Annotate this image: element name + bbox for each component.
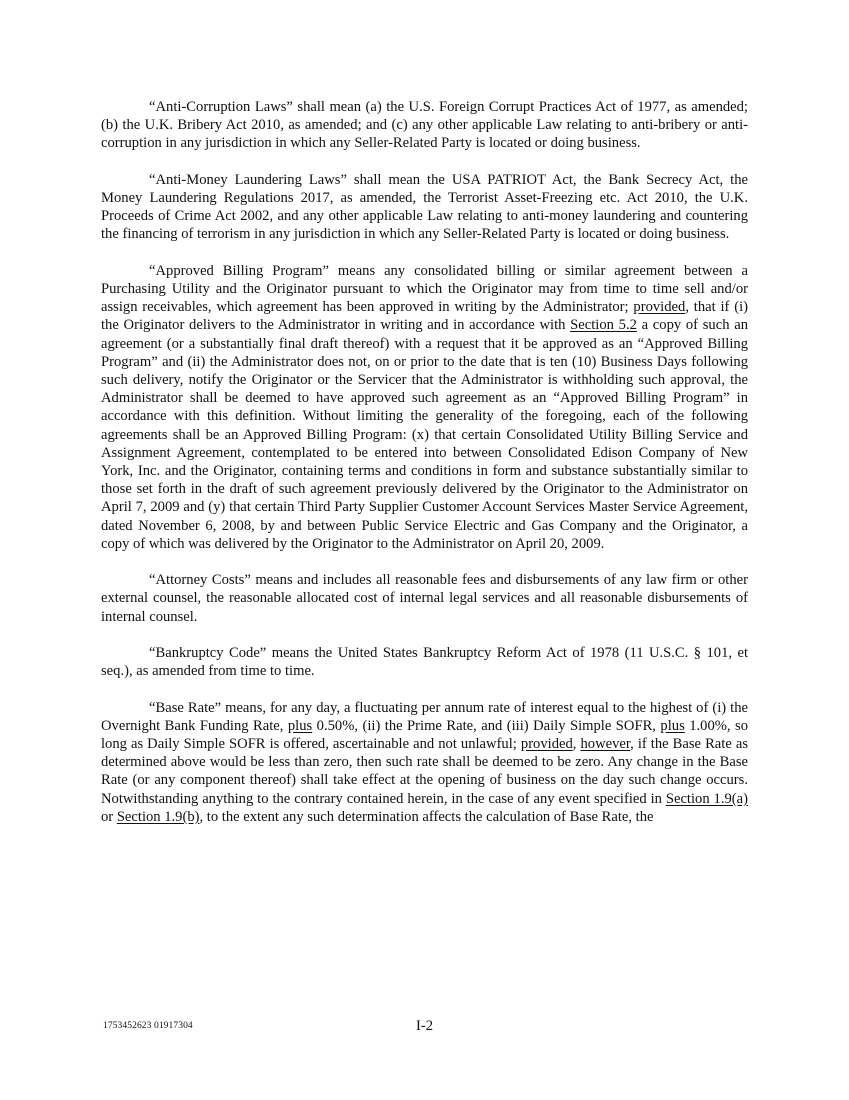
underlined-term: Section 1.9(b) [116,808,200,825]
text-run: “Bankruptcy Code” means the United States Bankruptcy Reform Act of 1978 (11 U.S.C. § 101, et seq.), as amended from time to time. [101,645,748,680]
text-run: “Base Rate” means, for any day, a fluctuating per annum rate of interest equal to the highest of (i) the Overnight Bank Funding Rate, [101,699,748,734]
definition-attorney-costs [101,571,748,626]
underlined-term: Section 1.9(a) [665,790,748,807]
definition-approved-billing-program [101,262,748,553]
footer-document-id: 1753452623 01917304 [103,1021,193,1031]
underlined-term: Section 5.2 [570,317,637,334]
text-run: “Anti-Money Laundering Laws” shall mean the USA PATRIOT Act, the Bank Secrecy Act, the Money Laundering Regulations 2017, as amended, the Terrorist Asset-Freezing etc. Act 2010, the U.K. Proceeds of Crime Act 2002, and any other applicable Law relating to anti-money laundering and countering the financing of terrorism in any jurisdiction in which any Seller-Related Party is located or doing business. [101,171,748,243]
text-run: , [572,736,581,753]
text-run: “Attorney Costs” means and includes all reasonable fees and disbursements of any law firm or other external counsel, the reasonable allocated cost of internal legal services and all reasonable disbursements of internal counsel. [101,572,748,625]
underlined-term: however [580,736,631,753]
document-body [101,98,748,844]
definition-bankruptcy-code [101,644,748,680]
underlined-term: provided [633,299,686,316]
text-run: or [101,808,117,825]
text-run: , to the extent any such determination affects the calculation of Base Rate, the [199,808,654,825]
text-run: , that if (i) the Originator delivers to the Administrator in writing and in accordance with [101,299,748,334]
text-run: , if the Base Rate as determined above would be less than zero, then such rate shall be deemed to be zero. Any change in the Base Rate (or any component thereof) shall take effect at the opening of business on the day such change occurs. Notwithstanding anything to the contrary contained herein, in the case of any event specified in [101,736,749,807]
definition-base-rate [101,699,748,826]
underlined-term: plus [287,717,313,734]
definition-anti-corruption-laws [101,98,748,153]
text-run: a copy of such an agreement (or a substantially final draft thereof) with a request that it be approved as an “Approved Billing Program” and (ii) the Administrator does not, on or prior to the date that is ten (10) Business Days following such delivery, notify the Originator or the Servicer that the Administrator is withholding such approval, the Administrator shall be deemed to have approved such agreement as an “Approved Billing Program” in accordance with this definition. Without limiting the generality of the foregoing, each of the following agreements shall be an Approved Billing Program: (x) that certain Consolidated Utility Billing Service and Assignment Agreement, contemplated to be entered into between Consolidated Edison Company of New York, Inc. and the Originator, containing terms and conditions in form and substance substantially similar to those set forth in the draft of such agreement previously delivered by the Originator to the Administrator on April 7, 2009 and (y) that certain Third Party Supplier Customer Account Services Master Service Agreement, dated November 6, 2008, by and between Public Service Electric and Gas Company and the Originator, a copy of which was delivered by the Originator to the Administrator on April 20, 2009. [101,317,748,552]
underlined-term: plus [660,717,685,734]
text-run: 1.00%, so long as Daily Simple SOFR is offered, ascertainable and not unlawful; [101,717,748,753]
text-run: “Approved Billing Program” means any consolidated billing or similar agreement between a Purchasing Utility and the Originator pursuant to which the Originator may from time to time sell and/or assign receivables, which agreement has been approved in writing by the Administrator; [101,262,748,316]
text-run: “Anti-Corruption Laws” shall mean (a) the U.S. Foreign Corrupt Practices Act of 1977, as amended; (b) the U.K. Bribery Act 2010, as amended; and (c) any other applicable Law relating to anti-bribery or anti-corruption in any jurisdiction in which any Seller-Related Party is located or doing business. [101,99,748,152]
text-run: 0.50%, (ii) the Prime Rate, and (iii) Daily Simple SOFR, [312,717,661,734]
footer-page-number: I-2 [415,1018,434,1034]
definition-anti-money-laundering-laws [101,171,748,244]
underlined-term: provided [520,736,573,753]
